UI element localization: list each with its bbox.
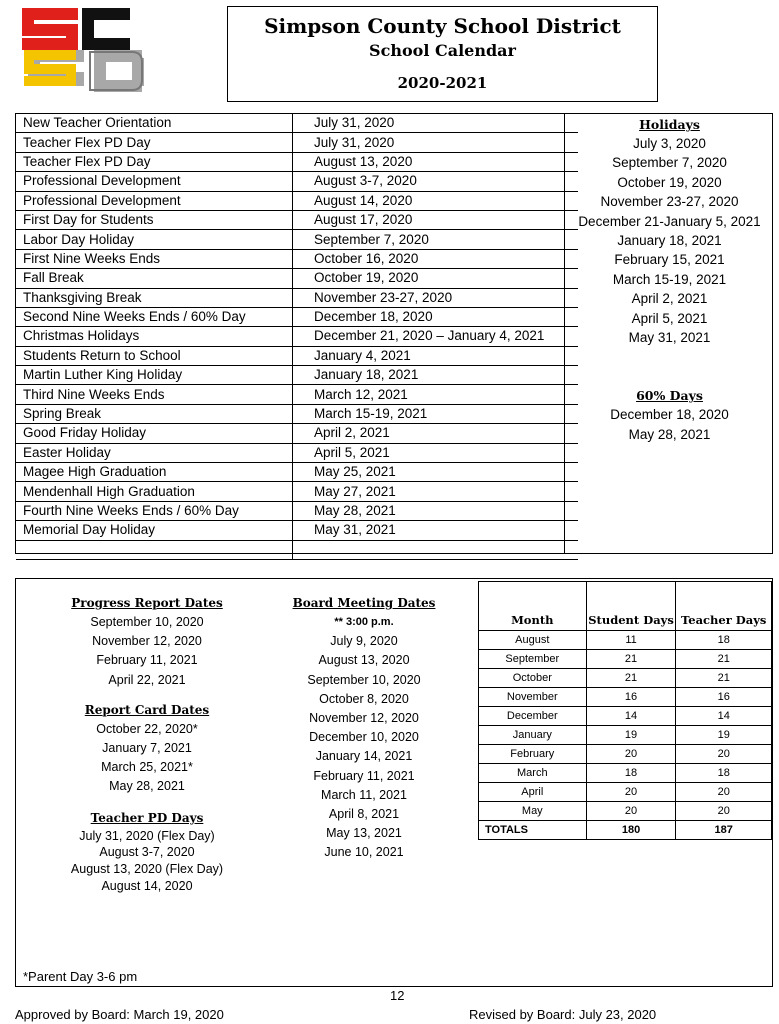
month-cell: January	[479, 726, 587, 745]
month-cell: September	[479, 650, 587, 669]
teacher-days-cell: 18	[676, 764, 772, 783]
teacher-pd-date: August 14, 2020	[101, 879, 193, 894]
event-date: September 7, 2020	[293, 230, 579, 249]
report-card-date: October 22, 2020*	[96, 721, 198, 736]
event-name: Mendenhall High Graduation	[16, 482, 293, 501]
days-row	[479, 764, 772, 783]
event-date: August 3-7, 2020	[293, 172, 579, 191]
revised-date: Revised by Board: July 23, 2020	[469, 1007, 657, 1022]
event-name: Second Nine Weeks Ends / 60% Day	[16, 307, 293, 326]
event-row	[16, 346, 578, 365]
board-meeting-date: May 13, 2021	[326, 826, 402, 841]
month-cell: December	[479, 707, 587, 726]
days-row	[479, 669, 772, 688]
month-cell: November	[479, 688, 587, 707]
event-name: Fall Break	[16, 269, 293, 288]
days-row	[479, 650, 772, 669]
events-table	[15, 113, 773, 554]
teacher-days-cell: 21	[676, 669, 772, 688]
event-row	[16, 288, 578, 307]
event-date: August 17, 2020	[293, 210, 579, 229]
board-meeting-date: September 10, 2020	[307, 672, 421, 687]
month-cell: October	[479, 669, 587, 688]
teacher-days-cell: 16	[676, 688, 772, 707]
event-name: Easter Holiday	[16, 443, 293, 462]
board-meeting-date: March 11, 2021	[321, 787, 407, 802]
event-date: December 21, 2020 – January 4, 2021	[293, 327, 579, 346]
calendar-header	[227, 6, 658, 102]
school-year: 2020-2021	[397, 74, 488, 92]
month-cell: May	[479, 802, 587, 821]
sixty-percent-date: December 18, 2020	[610, 407, 729, 423]
month-cell: April	[479, 783, 587, 802]
teacher-pd-date: August 13, 2020 (Flex Day)	[70, 862, 224, 877]
holidays-heading: Holidays	[639, 117, 700, 132]
progress-report-date: April 22, 2021	[108, 672, 186, 687]
event-name: Memorial Day Holiday	[16, 521, 293, 540]
days-row	[479, 688, 772, 707]
teacher-pd-date: August 3-7, 2020	[99, 845, 195, 860]
event-date: January 18, 2021	[293, 366, 579, 385]
event-date: December 18, 2020	[293, 307, 579, 326]
holiday-date: April 2, 2021	[631, 291, 708, 307]
event-row	[16, 133, 578, 152]
event-date: March 12, 2021	[293, 385, 579, 404]
student-days-cell: 20	[586, 745, 676, 764]
event-row	[16, 210, 578, 229]
student-days-header: Student Days	[586, 582, 676, 631]
teacher-pd-list	[52, 828, 242, 895]
days-table	[478, 581, 772, 840]
days-row	[479, 707, 772, 726]
totals-label: TOTALS	[479, 821, 587, 840]
event-name	[16, 540, 293, 559]
event-name: Good Friday Holiday	[16, 424, 293, 443]
event-name: Fourth Nine Weeks Ends / 60% Day	[16, 501, 293, 520]
month-cell: August	[479, 631, 587, 650]
event-date: May 28, 2021	[293, 501, 579, 520]
event-date: May 27, 2021	[293, 482, 579, 501]
holiday-date: May 31, 2021	[628, 330, 711, 346]
event-date: July 31, 2020	[293, 133, 579, 152]
event-row	[16, 424, 578, 443]
totals-teacher: 187	[676, 821, 772, 840]
student-days-cell: 18	[586, 764, 676, 783]
event-name: First Nine Weeks Ends	[16, 249, 293, 268]
board-meeting-date: February 11, 2021	[313, 768, 415, 783]
event-name: Students Return to School	[16, 346, 293, 365]
event-row	[16, 540, 578, 559]
holiday-date: November 23-27, 2020	[600, 194, 739, 210]
event-row	[16, 385, 578, 404]
holiday-date: January 18, 2021	[617, 233, 722, 249]
board-meeting-date: January 14, 2021	[315, 749, 413, 764]
days-row	[479, 745, 772, 764]
event-row	[16, 366, 578, 385]
teacher-days-cell: 20	[676, 745, 772, 764]
teacher-days-header: Teacher Days	[676, 582, 772, 631]
district-title: Simpson County School District	[264, 14, 621, 38]
event-row	[16, 501, 578, 520]
event-date: July 31, 2020	[293, 114, 579, 133]
sixty-percent-date: May 28, 2021	[628, 426, 711, 442]
board-meeting-time: ** 3:00 p.m.	[334, 616, 394, 628]
event-name: Professional Development	[16, 191, 293, 210]
teacher-days-cell: 19	[676, 726, 772, 745]
progress-report-date: September 10, 2020	[90, 615, 204, 629]
holiday-date: March 15-19, 2021	[612, 271, 727, 287]
holiday-date: October 19, 2020	[617, 174, 722, 190]
student-days-cell: 16	[586, 688, 676, 707]
board-meeting-list	[274, 632, 454, 862]
teacher-days-cell: 18	[676, 631, 772, 650]
teacher-days-cell: 14	[676, 707, 772, 726]
event-date: April 5, 2021	[293, 443, 579, 462]
board-meeting-date: October 8, 2020	[319, 691, 409, 706]
event-date: May 25, 2021	[293, 463, 579, 482]
event-date: May 31, 2021	[293, 521, 579, 540]
progress-report-date: November 12, 2020	[92, 634, 202, 649]
teacher-days-cell: 20	[676, 802, 772, 821]
event-row	[16, 114, 578, 133]
student-days-cell: 14	[586, 707, 676, 726]
report-card-date: May 28, 2021	[109, 779, 185, 794]
event-name: Professional Development	[16, 172, 293, 191]
report-card-date: January 7, 2021	[102, 741, 192, 756]
event-name: Teacher Flex PD Day	[16, 133, 293, 152]
page-number: 12	[390, 988, 405, 1003]
event-name: Martin Luther King Holiday	[16, 366, 293, 385]
event-name: Labor Day Holiday	[16, 230, 293, 249]
event-row	[16, 463, 578, 482]
days-row	[479, 783, 772, 802]
teacher-days-cell: 20	[676, 783, 772, 802]
progress-report-date: February 11, 2021	[96, 653, 198, 668]
days-row	[479, 726, 772, 745]
board-meeting-heading: Board Meeting Dates	[292, 596, 436, 610]
holiday-date: July 3, 2020	[633, 136, 706, 151]
holiday-date: April 5, 2021	[631, 310, 708, 326]
event-name: Thanksgiving Break	[16, 288, 293, 307]
report-card-heading: Report Card Dates	[84, 702, 210, 717]
board-meeting-date: December 10, 2020	[309, 730, 419, 745]
parent-day-note: *Parent Day 3-6 pm	[23, 969, 138, 984]
event-row	[16, 307, 578, 326]
event-date: November 23-27, 2020	[293, 288, 579, 307]
event-date: October 16, 2020	[293, 249, 579, 268]
teacher-pd-heading: Teacher PD Days	[90, 810, 204, 825]
event-date: April 2, 2021	[293, 424, 579, 443]
report-card-list	[52, 720, 242, 797]
event-row	[16, 249, 578, 268]
board-meeting-date: July 9, 2020	[330, 634, 398, 649]
month-cell: March	[479, 764, 587, 783]
dates-summary-box	[15, 578, 773, 987]
student-days-cell: 11	[586, 631, 676, 650]
board-column	[274, 594, 454, 863]
event-name: Third Nine Weeks Ends	[16, 385, 293, 404]
board-meeting-date: November 12, 2020	[309, 711, 419, 726]
holiday-date: February 15, 2021	[614, 252, 725, 268]
month-cell: February	[479, 745, 587, 764]
event-name: Magee High Graduation	[16, 463, 293, 482]
event-row	[16, 269, 578, 288]
event-name: First Day for Students	[16, 210, 293, 229]
event-name: Spring Break	[16, 404, 293, 423]
board-meeting-date: April 8, 2021	[328, 807, 400, 822]
board-meeting-date: August 13, 2020	[318, 653, 410, 668]
board-meeting-date: June 10, 2021	[324, 845, 404, 860]
report-card-date: March 25, 2021*	[101, 760, 193, 775]
holiday-date: September 7, 2020	[612, 155, 727, 171]
totals-row	[479, 821, 772, 840]
holidays-list	[565, 134, 774, 347]
district-logo	[20, 6, 152, 96]
teacher-days-cell: 21	[676, 650, 772, 669]
holidays-column	[564, 114, 774, 553]
student-days-cell: 21	[586, 669, 676, 688]
reports-column	[52, 594, 242, 895]
event-date: October 19, 2020	[293, 269, 579, 288]
event-date: March 15-19, 2021	[293, 404, 579, 423]
event-date	[293, 540, 579, 559]
student-days-cell: 21	[586, 650, 676, 669]
teacher-pd-date: July 31, 2020 (Flex Day)	[79, 828, 215, 843]
event-row	[16, 327, 578, 346]
event-row	[16, 404, 578, 423]
holiday-date: December 21-January 5, 2021	[578, 213, 761, 229]
month-header: Month	[479, 582, 587, 631]
event-name: New Teacher Orientation	[16, 114, 293, 133]
sixty-percent-heading: 60% Days	[636, 388, 703, 404]
event-row	[16, 172, 578, 191]
student-days-cell: 20	[586, 783, 676, 802]
student-days-cell: 19	[586, 726, 676, 745]
event-row	[16, 191, 578, 210]
event-date: August 13, 2020	[293, 152, 579, 171]
event-row	[16, 152, 578, 171]
event-row	[16, 443, 578, 462]
days-row	[479, 802, 772, 821]
event-name: Christmas Holidays	[16, 327, 293, 346]
event-date: January 4, 2021	[293, 346, 579, 365]
event-name: Teacher Flex PD Day	[16, 152, 293, 171]
event-date: August 14, 2020	[293, 191, 579, 210]
totals-student: 180	[586, 821, 676, 840]
scsd-logo-graphic	[20, 6, 152, 96]
student-days-cell: 20	[586, 802, 676, 821]
event-row	[16, 482, 578, 501]
days-row	[479, 631, 772, 650]
progress-report-list	[52, 613, 242, 690]
calendar-subtitle: School Calendar	[369, 41, 516, 60]
progress-report-heading: Progress Report Dates	[71, 596, 223, 610]
event-row	[16, 230, 578, 249]
sixty-percent-list	[565, 405, 774, 444]
approved-date: Approved by Board: March 19, 2020	[15, 1007, 224, 1022]
event-row	[16, 521, 578, 540]
